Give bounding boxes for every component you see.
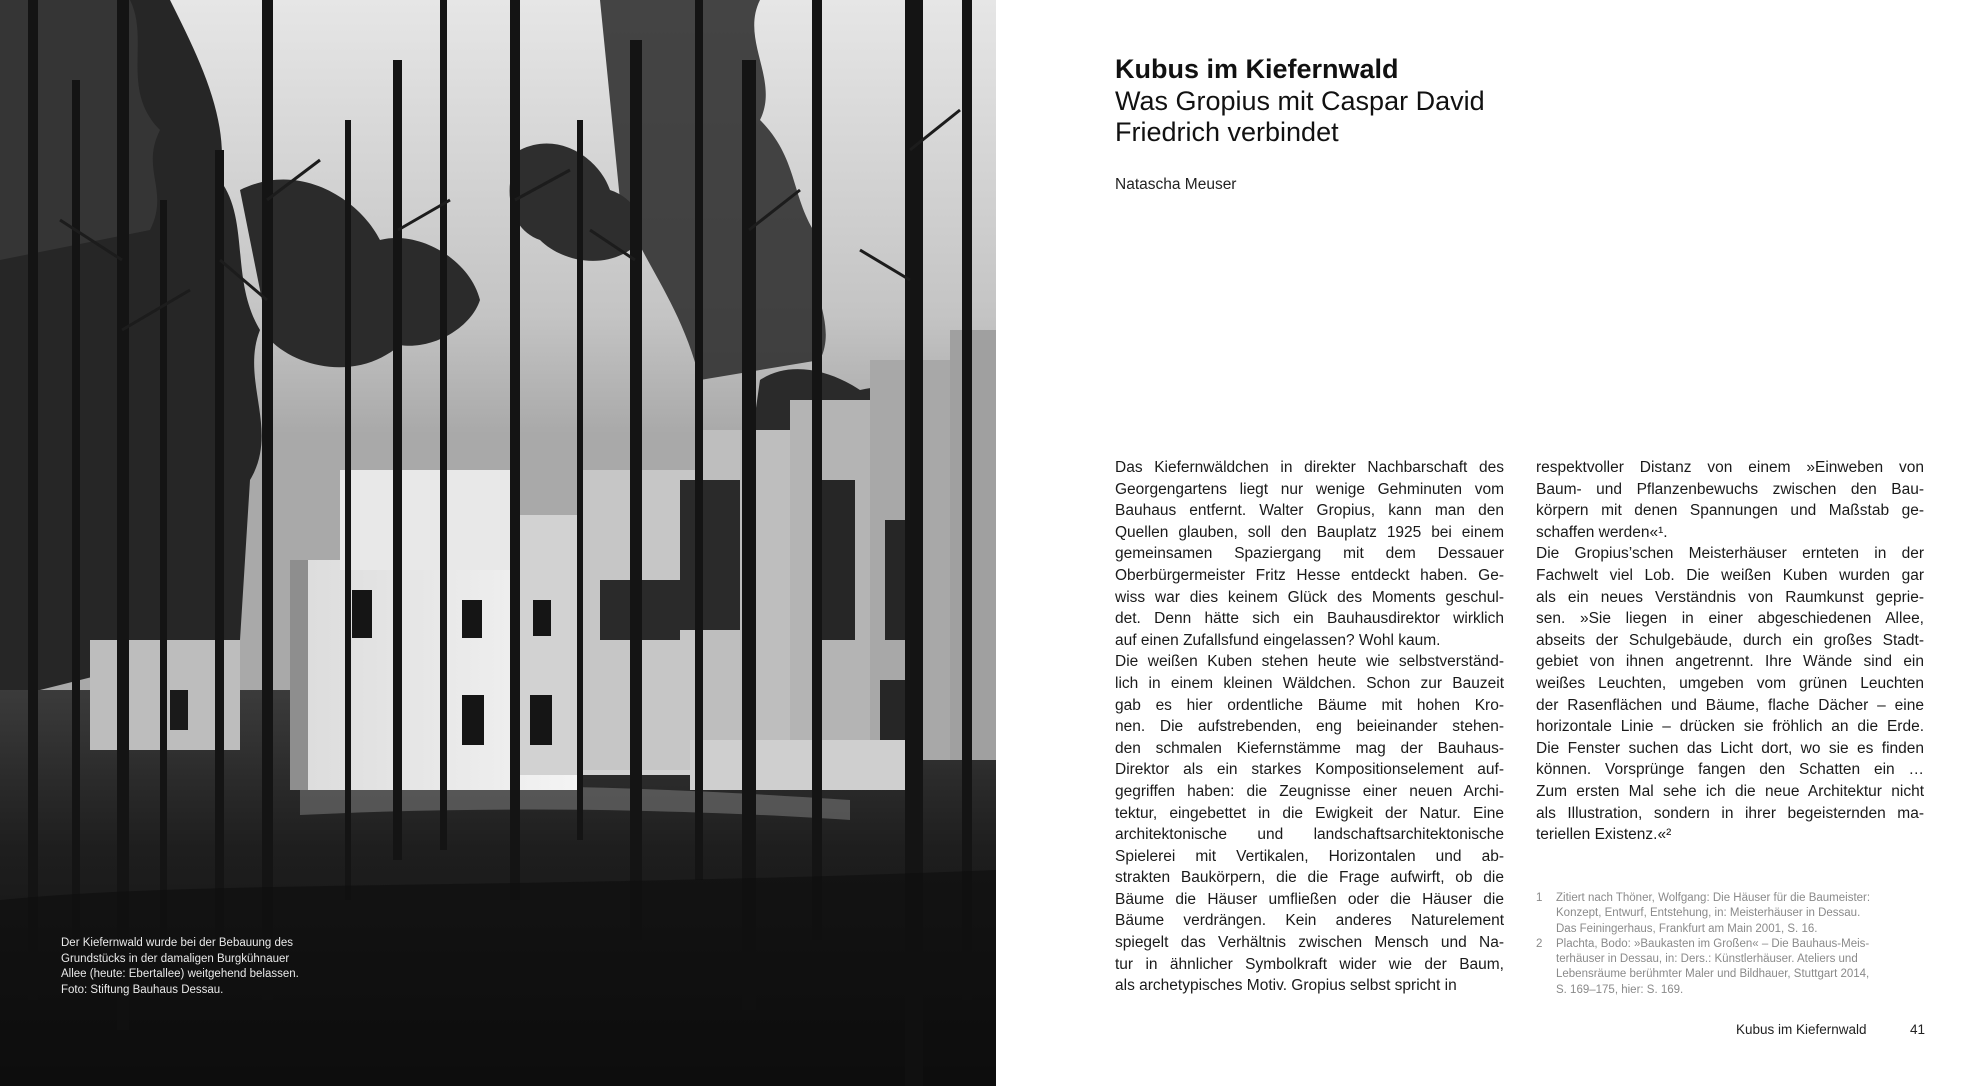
- body-text-line: gemeinsamen Spaziergang mit dem Dessauer: [1115, 545, 1504, 563]
- body-text-line: respektvoller Distanz von einem »Einweben von: [1536, 459, 1924, 476]
- body-text-line: sen. »Sie liegen in einer abgeschiedenen Allee,: [1536, 610, 1924, 628]
- footnote-line: Konzept, Entwurf, Entstehung, in: Meisterhäuser in Dessau.: [1556, 907, 1861, 920]
- body-text-line: Fachwelt viel Lob. Die weißen Kuben wurden gar: [1536, 566, 1924, 584]
- body-text-line: Georgengartens liegt nur wenige Gehminuten vom: [1115, 480, 1504, 498]
- body-text-line: gegriffen haben: die Zeugnisse einer neuen Archi-: [1115, 782, 1504, 800]
- body-text-line: tur in ähnlicher Symbolkraft wider wie der Baum,: [1115, 955, 1504, 973]
- body-column-right: [1536, 457, 1924, 846]
- body-text-line: Bauhaus entfernt. Walter Gropius, kann man den: [1115, 502, 1504, 520]
- body-text-line: horizontale Linie – drücken sie fröhlich an die Erde.: [1536, 718, 1924, 736]
- body-text-line: Spielerei mit Vertikalen, Horizontalen und ab-: [1115, 847, 1504, 865]
- body-text-line: abseits der Schulgebäude, durch ein großes Stadt-: [1536, 631, 1924, 649]
- body-text-line: schaffen werden«¹.: [1536, 523, 1668, 541]
- body-text-line: gab es hier ordentliche Bäume mit hohen Kro-: [1115, 696, 1504, 714]
- footnote-line: Lebensräume berühmter Maler und Bildhauer, Stuttgart 2014,: [1556, 968, 1870, 981]
- footnotes: [1536, 891, 1926, 998]
- body-text-line: weißes Leuchten, umgeben vom grünen Leuchten: [1536, 674, 1924, 692]
- body-text-line: Die Gropius’schen Meisterhäuser ernteten in der: [1536, 545, 1924, 563]
- body-text-line: Quellen glauben, soll den Bauplatz 1925 bei einem: [1115, 523, 1504, 541]
- body-text-line: wiss war dies keinem Glück des Moments geschul-: [1115, 588, 1504, 606]
- article-subtitle: Was Gropius mit Caspar David Friedrich verbindet: [1115, 86, 1485, 147]
- body-text-line: als archetypisches Motiv. Gropius selbst spricht in: [1115, 977, 1457, 995]
- caption-line: Grundstücks in der damaligen Burgkühnauer: [61, 952, 290, 965]
- body-text-line: spiegelt das Verhältnis zwischen Mensch und Na-: [1115, 934, 1504, 952]
- body-text-line: Das Kiefernwäldchen in direkter Nachbarschaft des: [1115, 459, 1504, 476]
- article-title: Kubus im Kiefernwald: [1115, 54, 1399, 84]
- body-text-line: Baum- und Pflanzenbewuchs zwischen den Bau-: [1536, 480, 1924, 498]
- footnote-line: Plachta, Bodo: »Baukasten im Großen« – Die Bauhaus-Meis-: [1556, 937, 1870, 950]
- body-text-line: als Illustration, sondern in ihrer begeisternden ma-: [1536, 804, 1924, 822]
- body-text-line: der Rasenflächen und Bäume, flache Dächer – eine: [1536, 696, 1924, 714]
- body-text-line: Direktor als ein starkes Kompositionselement auf-: [1115, 761, 1504, 779]
- footnote-line: S. 169–175, hier: S. 169.: [1556, 983, 1684, 996]
- author-name: Natascha Meuser: [1115, 176, 1237, 193]
- caption-line: Der Kiefernwald wurde bei der Bebauung des: [61, 937, 294, 949]
- body-text-line: strakten Baukörpern, die die Frage aufwirft, ob die: [1115, 869, 1504, 887]
- body-text-line: gebiet von ihnen angetrennt. Ihre Wände sind ein: [1536, 653, 1924, 671]
- footnote-line: Zitiert nach Thöner, Wolfgang: Die Häuser für die Baumeister:: [1556, 892, 1871, 904]
- footnote: [1536, 891, 1926, 937]
- footnote-line: terhäuser in Dessau, in: Ders.: Künstlerhäuser. Ateliers und: [1556, 953, 1858, 966]
- body-text-line: architektonische und landschaftsarchitektonische: [1115, 826, 1504, 844]
- body-text-line: Bäume verdrängen. Kein anderes Naturelement: [1115, 912, 1504, 930]
- body-text-line: körpern mit denen Spannungen und Maßstab ge-: [1536, 502, 1924, 520]
- body-text-line: auf einen Zufallsfund eingelassen? Wohl kaum.: [1115, 631, 1441, 649]
- footnote: [1536, 937, 1926, 998]
- running-head: Kubus im Kiefernwald: [1736, 1022, 1867, 1037]
- body-text-line: det. Denn hätte sich ein Bauhausdirektor wirklich: [1115, 610, 1504, 628]
- page-number: 41: [1910, 1022, 1926, 1037]
- body-text-line: nen. Die aufstrebenden, eng beieinander stehen-: [1115, 718, 1504, 736]
- body-text-line: teriellen Existenz.«²: [1536, 826, 1672, 844]
- body-text-line: den schmalen Kiefernstämme mag der Bauhaus-: [1115, 739, 1504, 757]
- footnote-line: Das Feiningerhaus, Frankfurt am Main 2001, S. 16.: [1556, 922, 1818, 935]
- body-column-left: [1115, 457, 1504, 997]
- caption-line: Allee (heute: Ebertallee) weitgehend belassen.: [61, 968, 299, 980]
- body-text-line: lich in einem kleinen Wäldchen. Schon zur Bauzeit: [1115, 674, 1504, 692]
- body-text-line: Die weißen Kuben stehen heute wie selbstverständ-: [1115, 653, 1504, 671]
- body-text-line: Zum ersten Mal sehe ich die neue Architektur nicht: [1536, 782, 1924, 800]
- footnote-number: 2: [1536, 937, 1543, 950]
- footnote-number: 1: [1536, 892, 1543, 904]
- body-text-line: Bäume die Häuser umfließen oder die Häuser die: [1115, 890, 1504, 908]
- body-text-line: tektur, eingebettet in die Ewigkeit der Natur. Eine: [1115, 804, 1504, 822]
- body-text-line: können. Vorsprünge fangen den Schatten ein …: [1536, 761, 1924, 779]
- photo-caption: [61, 936, 361, 998]
- caption-line: Foto: Stiftung Bauhaus Dessau.: [61, 983, 224, 996]
- body-text-line: als ein neues Verständnis von Raumkunst geprie-: [1536, 588, 1924, 606]
- body-text-line: Die Fenster suchen das Licht dort, wo sie es finden: [1536, 739, 1924, 757]
- body-text-line: Oberbürgermeister Fritz Hesse entdeckt haben. Ge-: [1115, 566, 1504, 584]
